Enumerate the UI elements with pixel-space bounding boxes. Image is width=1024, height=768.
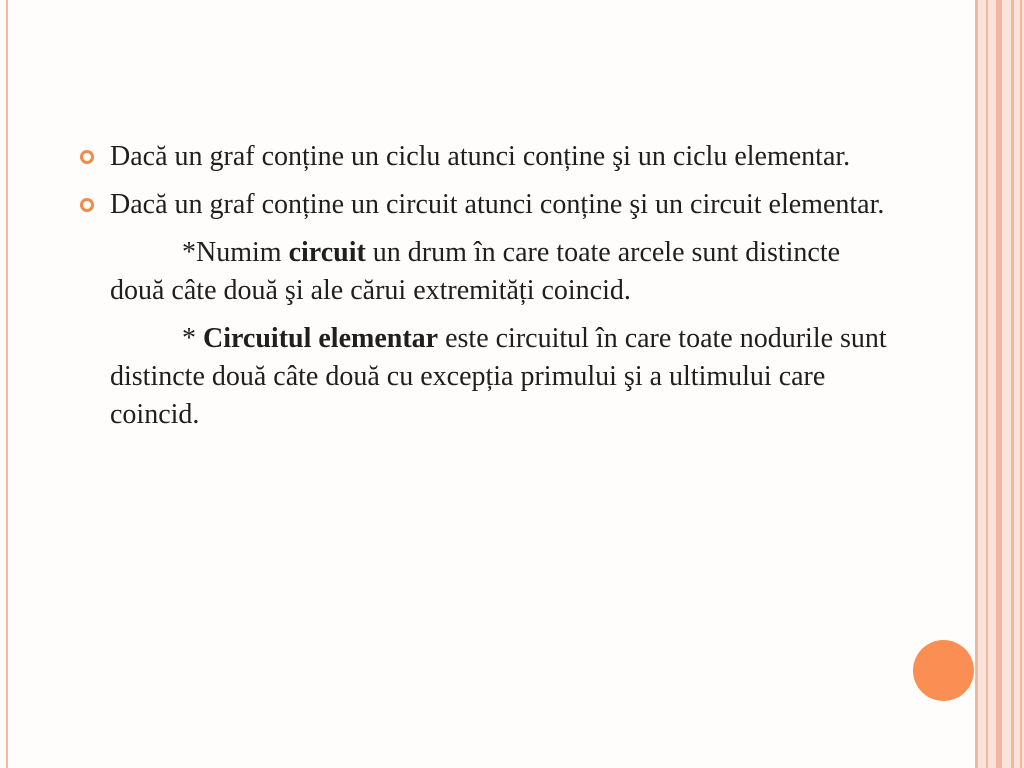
bullet-circle-icon	[80, 150, 94, 164]
bullet-item	[80, 186, 900, 224]
bullet-text: Dacă un graf conține un ciclu atunci conține şi un ciclu elementar.	[110, 141, 851, 172]
definition-circuit	[80, 234, 900, 310]
right-stripe	[975, 0, 978, 768]
definition-term: Circuitul elementar	[203, 323, 439, 354]
orange-circle-decoration	[913, 640, 974, 701]
definition-rest: este circuitul în care toate nodurile sunt distincte două câte două cu excepția primului şi a ultimului care coincid.	[110, 323, 887, 430]
definition-rest: un drum în care toate arcele sunt distincte două câte două şi ale cărui extremități coincid.	[110, 237, 841, 306]
bullet-item	[80, 138, 900, 176]
definition-elementary-circuit	[80, 320, 900, 434]
slide-content	[80, 138, 900, 444]
left-decorative-line	[6, 0, 8, 768]
bullet-text: Dacă un graf conține un circuit atunci conține şi un circuit elementar.	[110, 189, 885, 220]
right-stripe	[1011, 0, 1014, 768]
right-stripe	[986, 0, 988, 768]
definition-prefix: *Numim	[182, 237, 289, 268]
definition-term: circuit	[288, 237, 366, 268]
definition-prefix: *	[182, 323, 203, 354]
right-stripe	[996, 0, 1002, 768]
right-stripe	[1020, 0, 1022, 768]
bullet-circle-icon	[80, 198, 94, 212]
